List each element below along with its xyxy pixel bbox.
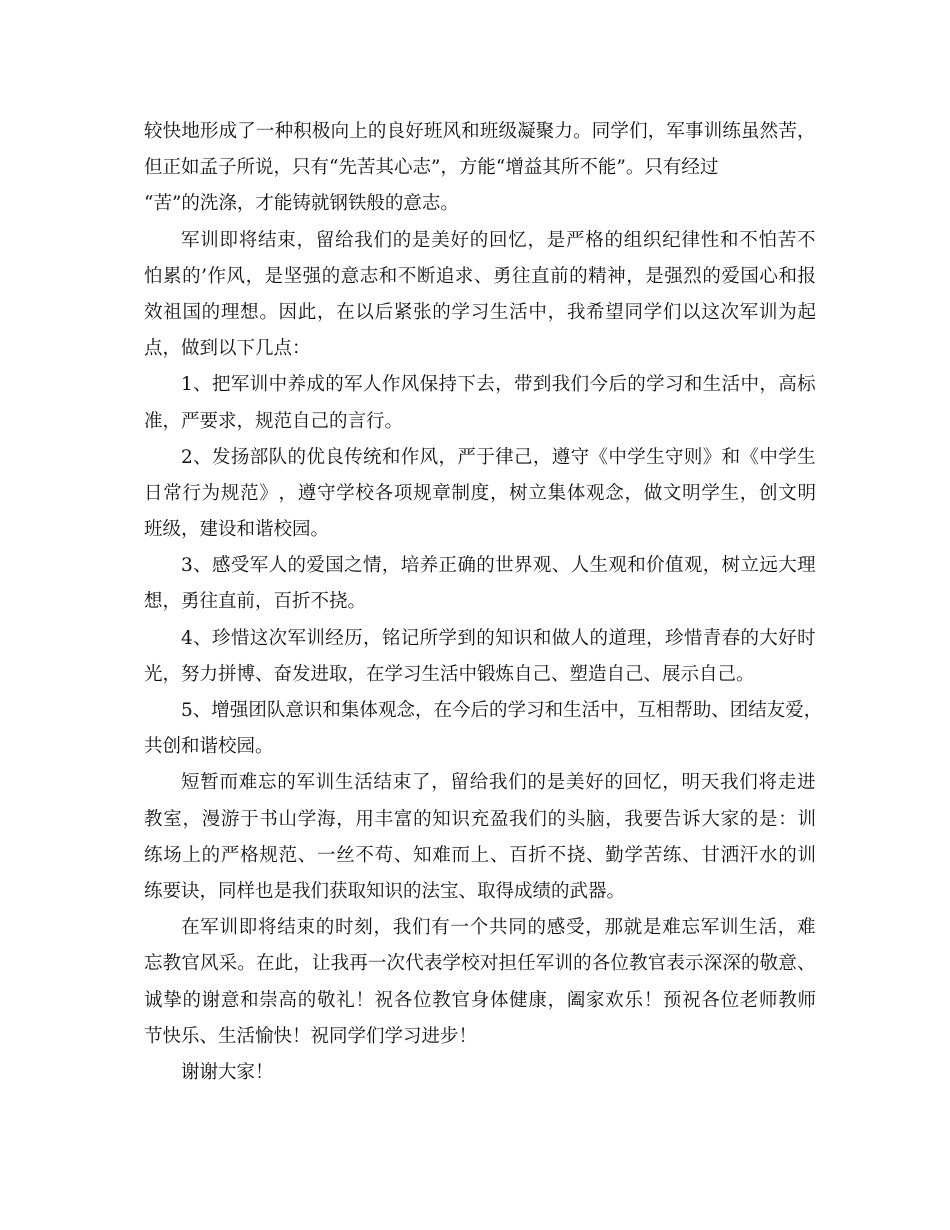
text-line: 效 祖 国 的 理 想 。 因 此 ， 在 以 后 紧 张 的 学 习 生 活 中 ， 我 希 望 同 学 们 以 这 次 军 训 为 起	[144, 301, 816, 323]
text-line: 光，努力拼博、奋发进取，在学习生活中锻炼自己、塑造自己、展示自己。	[144, 663, 755, 685]
text-line: 5 、 增 强 团 队 意 识 和 集 体 观 念 ， 在 今 后 的 学 习 和 生 活 中 ， 互 相 帮 助 、 团 结 友 爱 ，	[181, 700, 823, 721]
text-line: 练要诀，同样也是我们获取知识的法宝、取得成绩的武器。	[144, 880, 626, 902]
text-line: 较 快 地 形 成 了 一 种 积 极 向 上 的 良 好 班 风 和 班 级 凝 聚 力 。 同 学 们 ， 军 事 训 练 虽 然 苦 ，	[144, 121, 816, 142]
text-line: 4 、 珍 惜 这 次 军 训 经 历 ， 铭 记 所 学 到 的 知 识 和 做 人 的 道 理 ， 珍 惜 青 春 的 大 好 时	[181, 627, 816, 649]
text-line: 1 、 把 军 训 中 养 成 的 军 人 作 风 保 持 下 去 ， 带 到 我 们 今 后 的 学 习 和 生 活 中 ， 高 标	[181, 374, 816, 396]
text-line: “苦”的洗涤，才能铸就钢铁般的意志。	[144, 193, 459, 215]
text-line: 但正如孟子所说，只有“先苦其心志”，方能“增益其所不能”。只有经过	[144, 157, 719, 179]
text-line: 班级，建设和谐校园。	[144, 519, 330, 541]
text-line: 节快乐、生活愉快！祝同学们学习进步！	[144, 1025, 478, 1047]
text-line: 3 、 感 受 军 人 的 爱 国 之 情 ， 培 养 正 确 的 世 界 观 、 人 生 观 和 价 值 观 ， 树 立 远 大 理	[181, 555, 816, 577]
text-line: 谢谢大家！	[181, 1061, 274, 1083]
text-line: 短 暂 而 难 忘 的 军 训 生 活 结 束 了 ， 留 给 我 们 的 是 美 好 的 回 忆 ， 明 天 我 们 将 走 进	[181, 772, 816, 794]
text-line: 诚 挚 的 谢 意 和 崇 高 的 敬 礼 ！ 祝 各 位 教 官 身 体 健 康 ， 阖 家 欢 乐 ！ 预 祝 各 位 老 师 教 师	[144, 989, 816, 1011]
text-line: 军 训 即 将 结 束 ， 留 给 我 们 的 是 美 好 的 回 忆 ， 是 严 格 的 组 织 纪 律 性 和 不 怕 苦 不	[181, 229, 816, 251]
text-line: 日 常 行 为 规 范 》 ， 遵 守 学 校 各 项 规 章 制 度 ， 树 立 集 体 观 念 ， 做 文 明 学 生 ， 创 文 明	[144, 482, 816, 504]
text-line: 教 室 ， 漫 游 于 书 山 学 海 ， 用 丰 富 的 知 识 充 盈 我 们 的 头 脑 ， 我 要 告 诉 大 家 的 是 ： 训	[144, 808, 816, 830]
text-line: 怕 累 的 ’ 作 风 ， 是 坚 强 的 意 志 和 不 断 追 求 、 勇 往 直 前 的 精 神 ， 是 强 烈 的 爱 国 心 和 报	[144, 265, 816, 287]
text-line: 想，勇往直前，百折不挠。	[144, 591, 367, 613]
text-line: 练 场 上 的 严 格 规 范 、 一 丝 不 苟 、 知 难 而 上 、 百 折 不 挠 、 勤 学 苦 练 、 甘 洒 汗 水 的 训	[144, 844, 816, 866]
text-line: 准，严要求，规范自己的言行。	[144, 410, 404, 432]
text-line: 忘 教 官 风 采 。 在 此 ， 让 我 再 一 次 代 表 学 校 对 担 任 军 训 的 各 位 教 官 表 示 深 深 的 敬 意 、	[144, 953, 816, 975]
text-line: 点，做到以下几点：	[144, 338, 311, 360]
text-line: 在 军 训 即 将 结 束 的 时 刻 ， 我 们 有 一 个 共 同 的 感 受 ， 那 就 是 难 忘 军 训 生 活 ， 难	[181, 917, 816, 939]
text-line: 共创和谐校园。	[144, 736, 274, 758]
document-body	[144, 114, 823, 1091]
text-line: 2 、 发 扬 部 队 的 优 良 传 统 和 作 风 ， 严 于 律 己 ， 遵 守 《 中 学 生 守 则 》 和 《 中 学 生	[181, 446, 816, 468]
